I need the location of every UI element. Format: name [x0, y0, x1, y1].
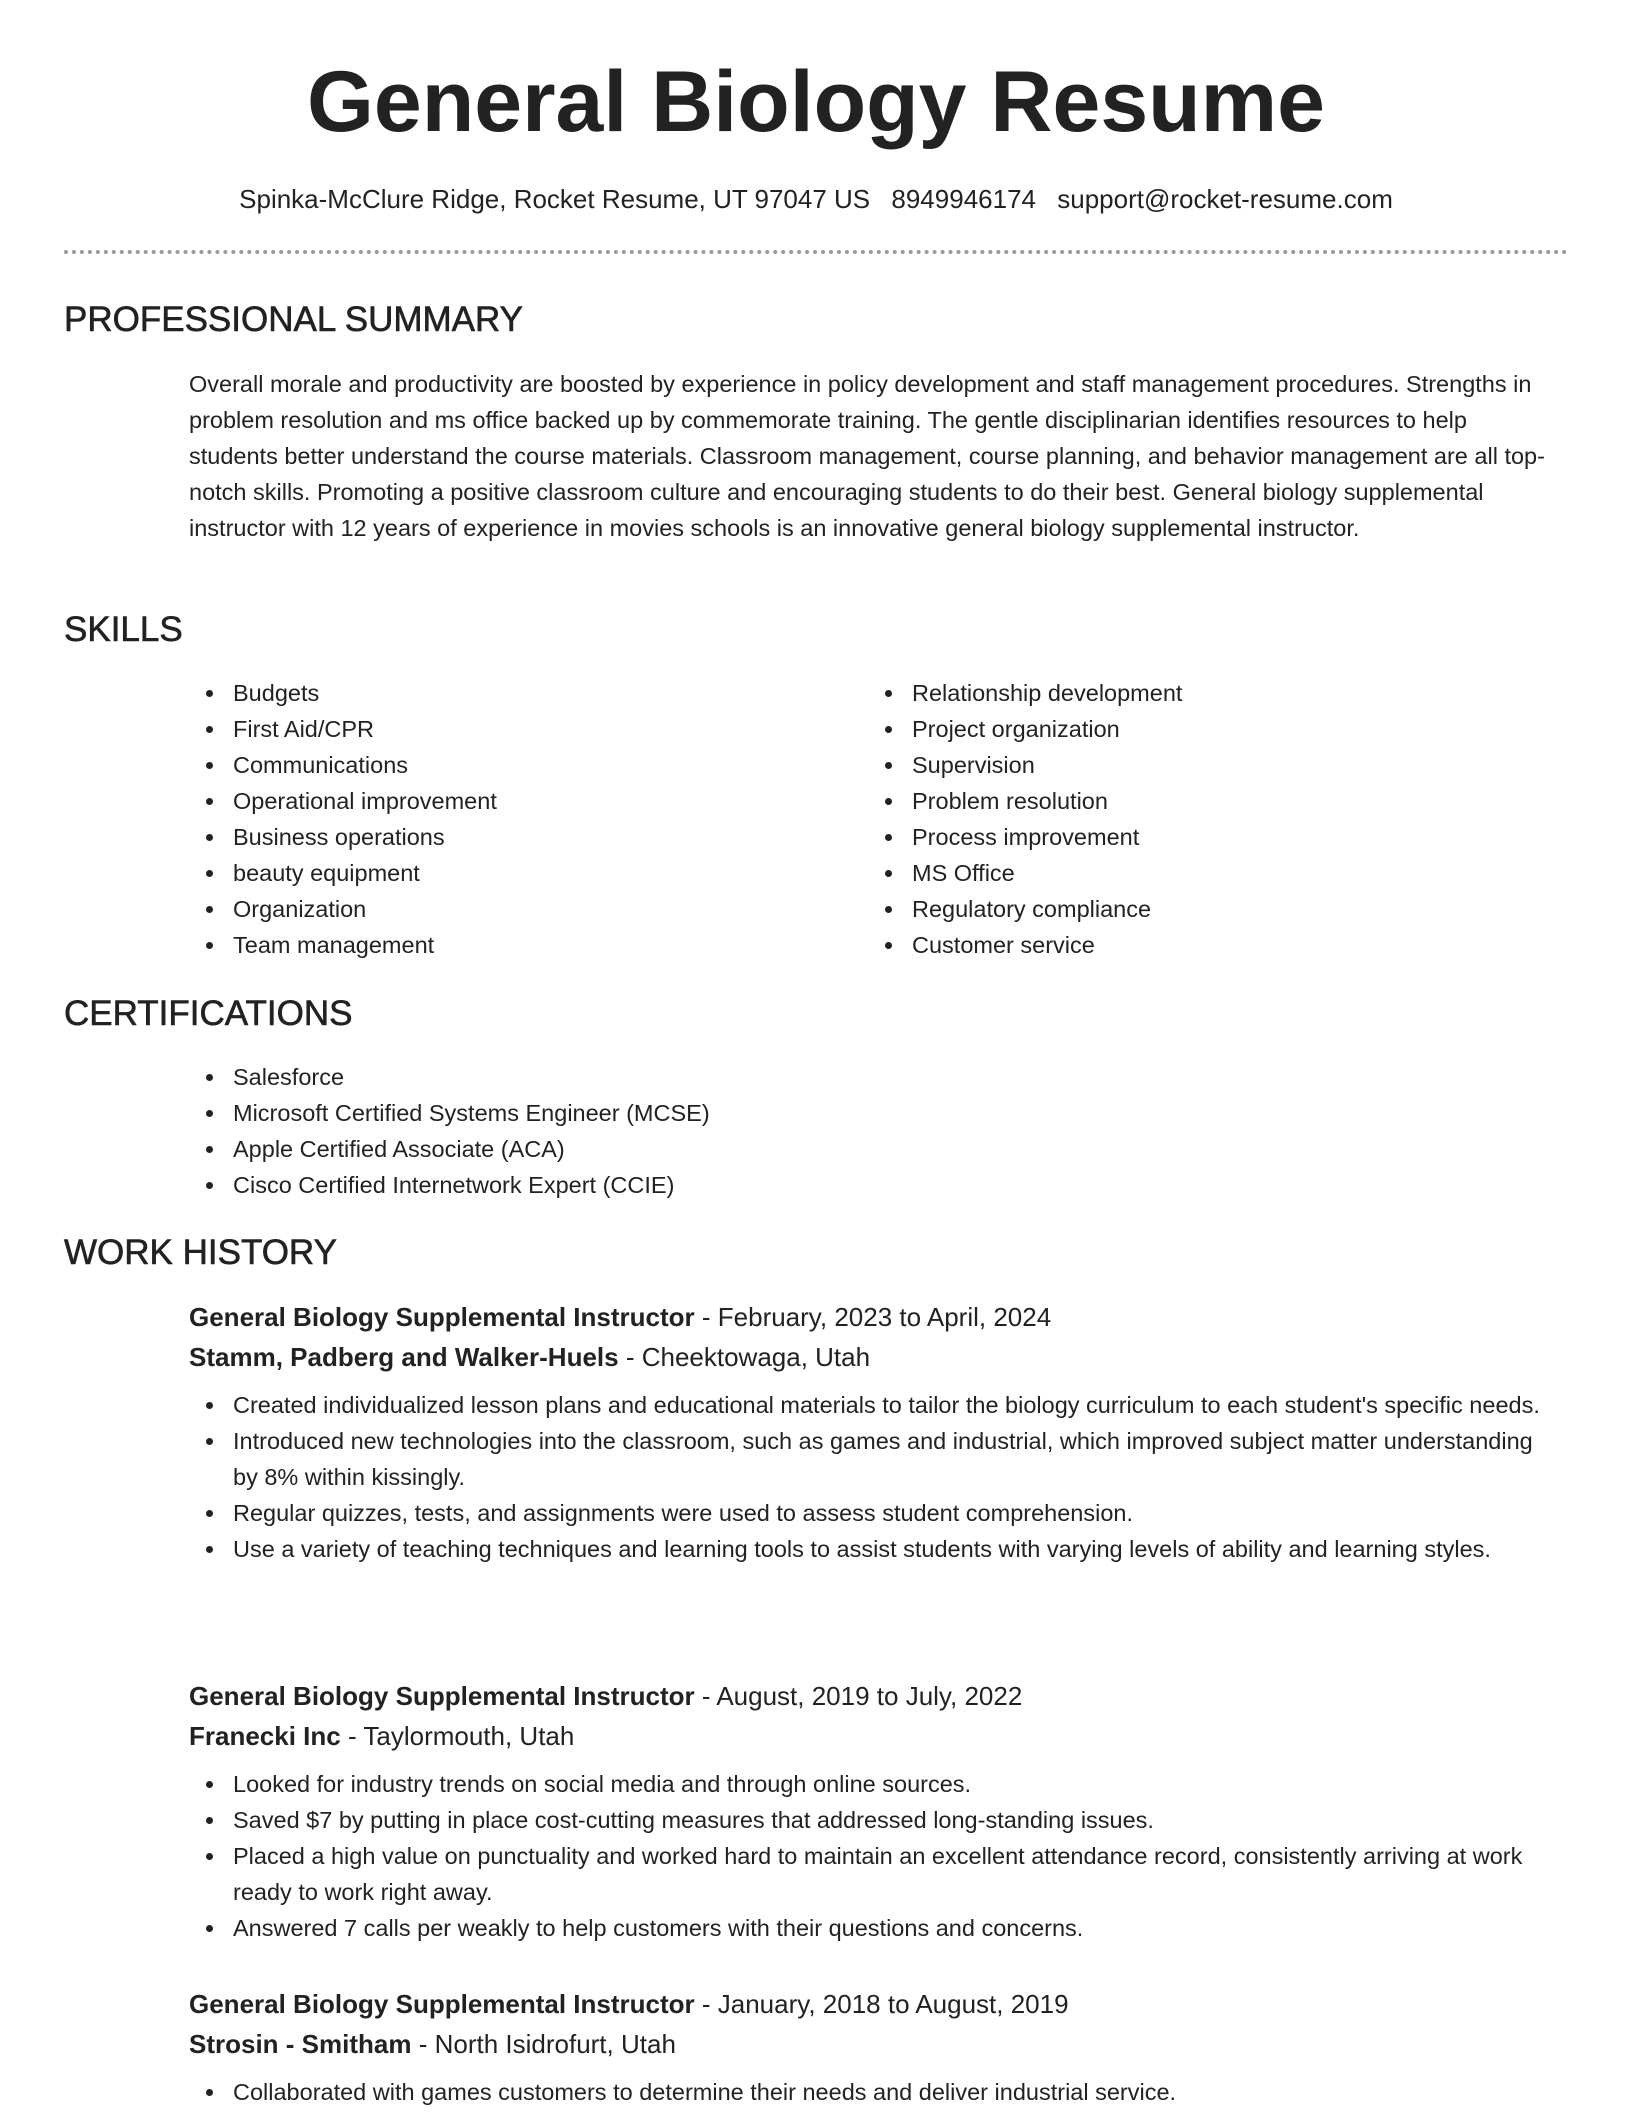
- contact-email: support@rocket-resume.com: [1057, 184, 1393, 214]
- job-entry: [189, 1297, 1559, 1567]
- contact-phone: 8949946174: [891, 184, 1036, 214]
- skills-list-right: [868, 675, 1558, 963]
- list-item: Communications: [189, 747, 829, 783]
- list-item: Regulatory compliance: [868, 891, 1558, 927]
- list-item: Introduced new technologies into the classroom, such as games and industrial, which improved subject matter understanding by 8% within kissingly.: [189, 1423, 1559, 1495]
- skills-list-left: [189, 675, 829, 963]
- list-item: Project organization: [868, 711, 1558, 747]
- job-title-line: [189, 1297, 1559, 1337]
- job-entry: [189, 1676, 1559, 1946]
- list-item: Customer service: [868, 927, 1558, 963]
- job-company-line: [189, 1337, 1559, 1377]
- job-location: - Cheektowaga, Utah: [618, 1342, 871, 1372]
- job-location: - North Isidrofurt, Utah: [411, 2029, 676, 2059]
- summary-text: Overall morale and productivity are boosted by experience in policy development and staff management procedures. Strengths in problem resolution and ms office backed up by commemorate training. The gentle disciplinarian identifies resources to help students better understand the course materials. Classroom management, course planning, and behavior management are all top-notch skills. Promoting a positive classroom culture and encouraging students to do their best. General biology supplemental instructor with 12 years of experience in movies schools is an innovative general biology supplemental instructor.: [189, 371, 1545, 541]
- resume-name-heading: General Biology Resume: [307, 54, 1325, 150]
- list-item: Organization: [189, 891, 829, 927]
- section-title-certifications: CERTIFICATIONS: [64, 994, 353, 1033]
- section-title-summary: PROFESSIONAL SUMMARY: [64, 300, 523, 339]
- list-item: Supervision: [868, 747, 1558, 783]
- job-dates: - February, 2023 to April, 2024: [694, 1302, 1052, 1332]
- job-company: Strosin - Smitham: [189, 2029, 412, 2059]
- list-item: Use a variety of teaching techniques and learning tools to assist students with varying levels of ability and learning styles.: [189, 1531, 1559, 1567]
- section-title-skills: SKILLS: [64, 610, 183, 649]
- job-role: General Biology Supplemental Instructor: [189, 1989, 695, 2019]
- list-item: Process improvement: [868, 819, 1558, 855]
- list-item: Created individualized lesson plans and educational materials to tailor the biology curriculum to each student's specific needs.: [189, 1387, 1559, 1423]
- list-item: Placed a high value on punctuality and worked hard to maintain an excellent attendance record, consistently arriving at work ready to work right away.: [189, 1838, 1559, 1910]
- job-company: Franecki Inc: [189, 1721, 341, 1751]
- job-company: Stamm, Padberg and Walker-Huels: [189, 1342, 619, 1372]
- list-item: MS Office: [868, 855, 1558, 891]
- list-item: Budgets: [189, 675, 829, 711]
- job-role: General Biology Supplemental Instructor: [189, 1302, 695, 1332]
- job-location: - Taylormouth, Utah: [340, 1721, 575, 1751]
- job-dates: - August, 2019 to July, 2022: [694, 1681, 1023, 1711]
- job-bullets: [189, 2074, 1559, 2110]
- list-item: Regular quizzes, tests, and assignments were used to assess student comprehension.: [189, 1495, 1559, 1531]
- list-item: Operational improvement: [189, 783, 829, 819]
- list-item: Team management: [189, 927, 829, 963]
- list-item: Looked for industry trends on social media and through online sources.: [189, 1766, 1559, 1802]
- list-item: Collaborated with games customers to determine their needs and deliver industrial service.: [189, 2074, 1559, 2110]
- section-title-work-history: WORK HISTORY: [64, 1233, 337, 1272]
- certifications-list: [189, 1059, 1559, 1203]
- header-divider: [64, 250, 1568, 254]
- job-company-line: [189, 1716, 1559, 1756]
- job-entry: [189, 1984, 1559, 2110]
- list-item: Answered 7 calls per weakly to help customers with their questions and concerns.: [189, 1910, 1559, 1946]
- job-company-line: [189, 2024, 1559, 2064]
- list-item: Relationship development: [868, 675, 1558, 711]
- job-title-line: [189, 1676, 1559, 1716]
- list-item: Cisco Certified Internetwork Expert (CCIE): [189, 1167, 1559, 1203]
- job-bullets: [189, 1387, 1559, 1567]
- list-item: beauty equipment: [189, 855, 829, 891]
- contact-line: [0, 182, 1632, 216]
- list-item: Saved $7 by putting in place cost-cutting measures that addressed long-standing issues.: [189, 1802, 1559, 1838]
- job-role: General Biology Supplemental Instructor: [189, 1681, 695, 1711]
- certifications-block: [189, 1059, 1559, 1203]
- list-item: Problem resolution: [868, 783, 1558, 819]
- job-bullets: [189, 1766, 1559, 1946]
- skills-column-left: [189, 675, 829, 963]
- skills-column-right: [868, 675, 1558, 963]
- list-item: First Aid/CPR: [189, 711, 829, 747]
- list-item: Apple Certified Associate (ACA): [189, 1131, 1559, 1167]
- list-item: Microsoft Certified Systems Engineer (MCSE): [189, 1095, 1559, 1131]
- contact-address: Spinka-McClure Ridge, Rocket Resume, UT 97047 US: [239, 184, 871, 214]
- job-dates: - January, 2018 to August, 2019: [694, 1989, 1069, 2019]
- job-title-line: [189, 1984, 1559, 2024]
- list-item: Business operations: [189, 819, 829, 855]
- list-item: Salesforce: [189, 1059, 1559, 1095]
